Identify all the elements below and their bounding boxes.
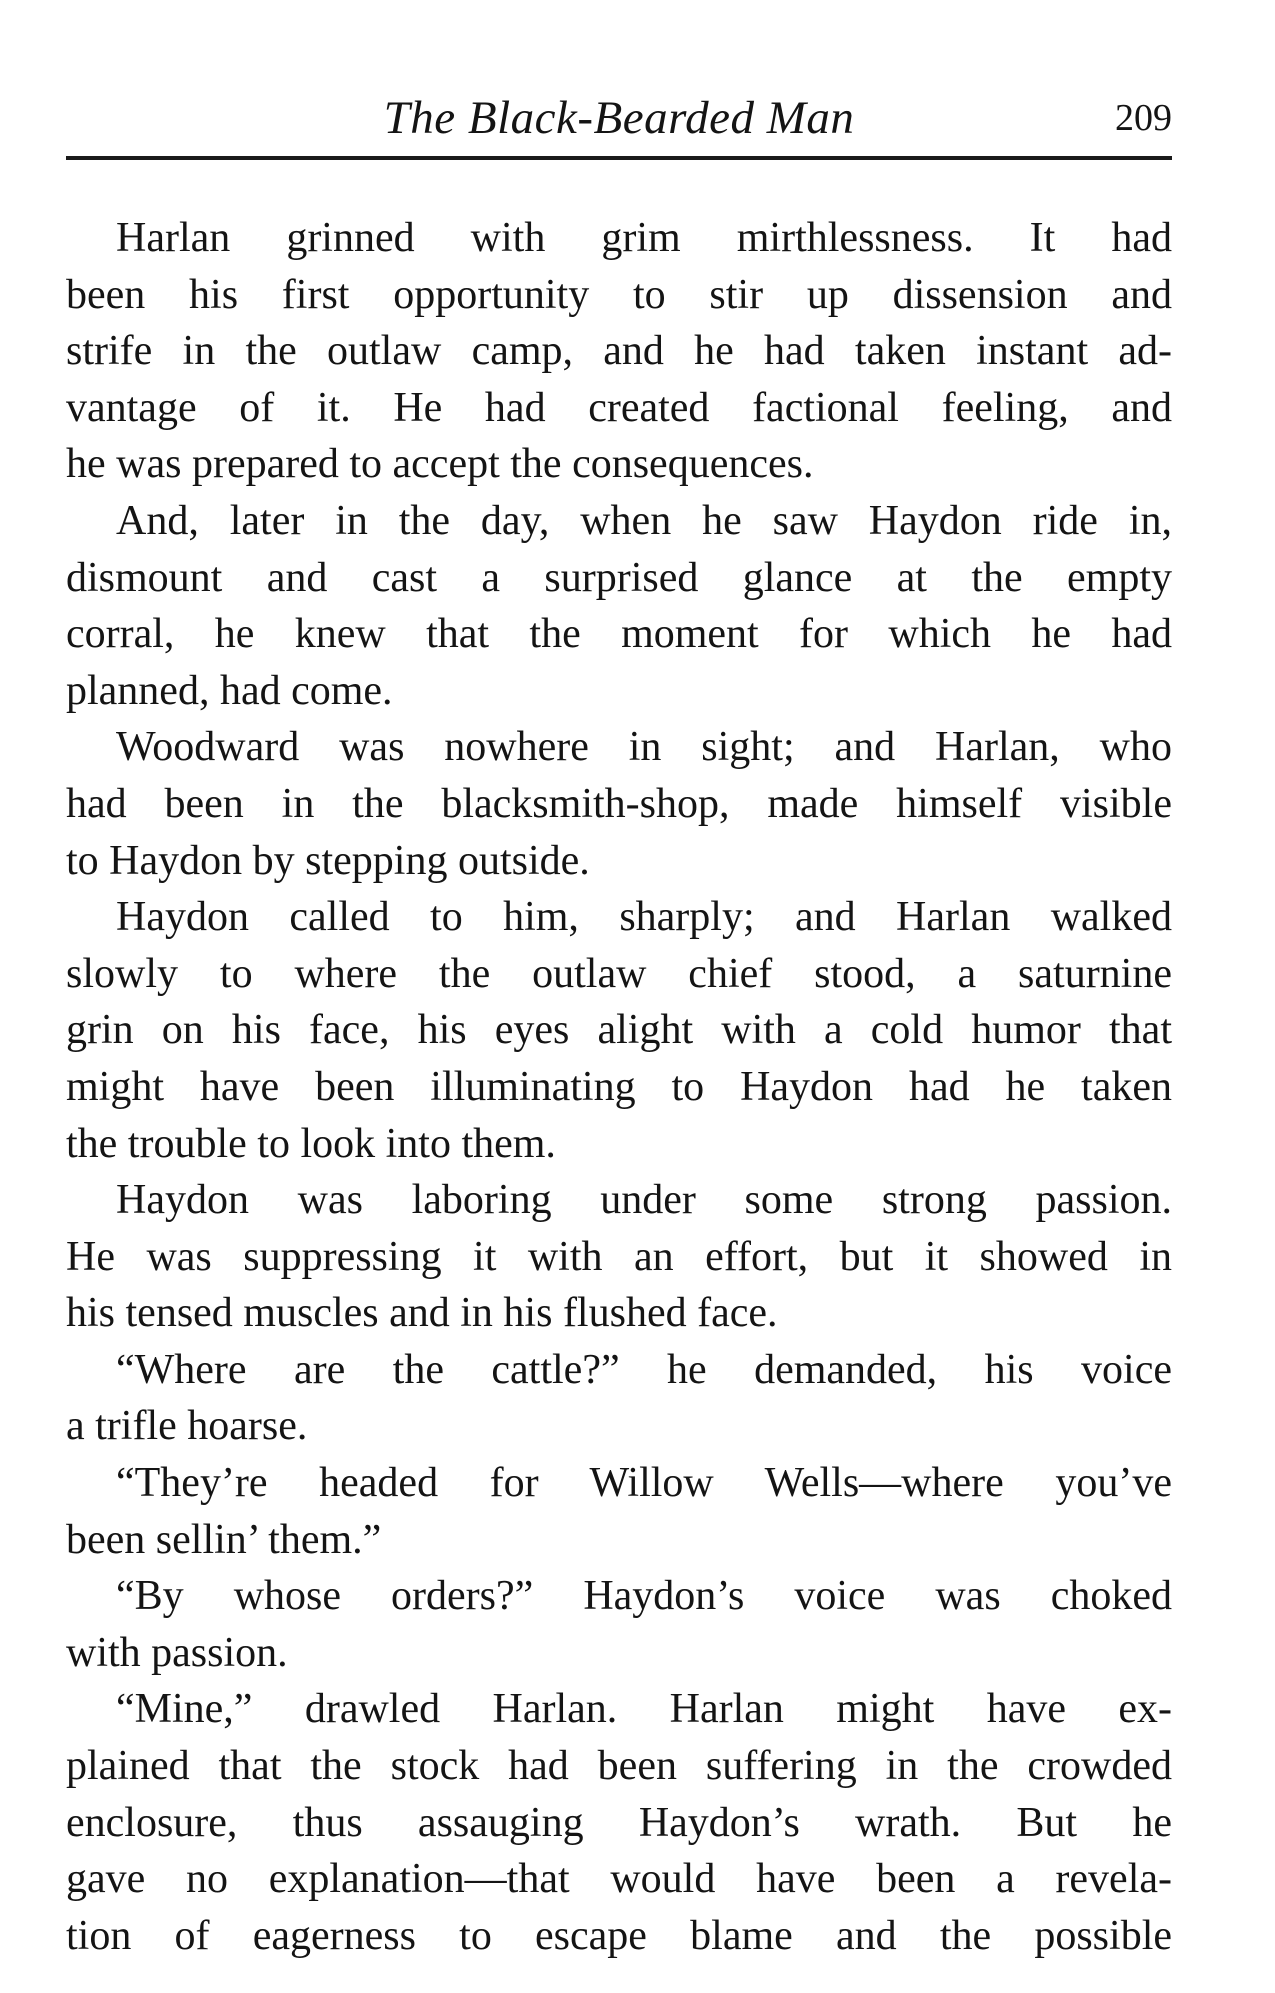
text-line: might have been illuminating to Haydon had he taken (66, 1063, 1172, 1110)
text-line: vantage of it. He had created factional feeling, and (66, 384, 1172, 431)
text-line: Woodward was nowhere in sight; and Harlan, who (116, 724, 1172, 771)
text-line: “Where are the cattle?” he demanded, his voice (116, 1346, 1172, 1393)
text-line: And, later in the day, when he saw Haydon ride in, (116, 497, 1172, 544)
text-line: dismount and cast a surprised glance at the empty (66, 554, 1172, 601)
text-line: gave no explanation—that would have been a revela- (66, 1856, 1172, 1903)
text-line: plained that the stock had been suffering in the crowded (66, 1743, 1172, 1790)
text-line: been his first opportunity to stir up dissension and (66, 271, 1172, 318)
text-line: with passion. (66, 1629, 288, 1676)
running-title: The Black-Bearded Man (383, 92, 855, 144)
text-line: the trouble to look into them. (66, 1120, 556, 1167)
text-line: “Mine,” drawled Harlan. Harlan might have ex- (116, 1686, 1172, 1733)
text-line: he was prepared to accept the consequences. (66, 441, 814, 488)
text-line: “They’re headed for Willow Wells—where you’ve (116, 1460, 1172, 1507)
text-line: He was suppressing it with an effort, but it showed in (66, 1233, 1172, 1280)
text-line: “By whose orders?” Haydon’s voice was choked (116, 1573, 1172, 1620)
text-line: his tensed muscles and in his flushed face. (66, 1290, 778, 1337)
text-line: a trifle hoarse. (66, 1403, 308, 1450)
text-line: planned, had come. (66, 667, 393, 714)
text-line: been sellin’ them.” (66, 1516, 382, 1563)
text-line: to Haydon by stepping outside. (66, 837, 590, 884)
running-head (66, 88, 1172, 148)
text-line: slowly to where the outlaw chief stood, a saturnine (66, 950, 1172, 997)
text-line: Haydon was laboring under some strong passion. (116, 1177, 1172, 1224)
text-line: grin on his face, his eyes alight with a cold humor that (66, 1007, 1172, 1054)
text-line: enclosure, thus assauging Haydon’s wrath. But he (66, 1799, 1172, 1846)
text-line: Harlan grinned with grim mirthlessness. It had (116, 215, 1172, 261)
text-line: tion of eagerness to escape blame and the possible (66, 1912, 1172, 1959)
text-line: had been in the blacksmith-shop, made himself visible (66, 780, 1172, 827)
text-line: Haydon called to him, sharply; and Harlan walked (116, 894, 1172, 941)
text-line: corral, he knew that the moment for which he had (66, 611, 1172, 658)
page-number: 209 (1115, 97, 1172, 139)
text-line: strife in the outlaw camp, and he had taken instant ad- (66, 328, 1172, 375)
header-rule (66, 156, 1172, 160)
body-text (66, 210, 1172, 1964)
